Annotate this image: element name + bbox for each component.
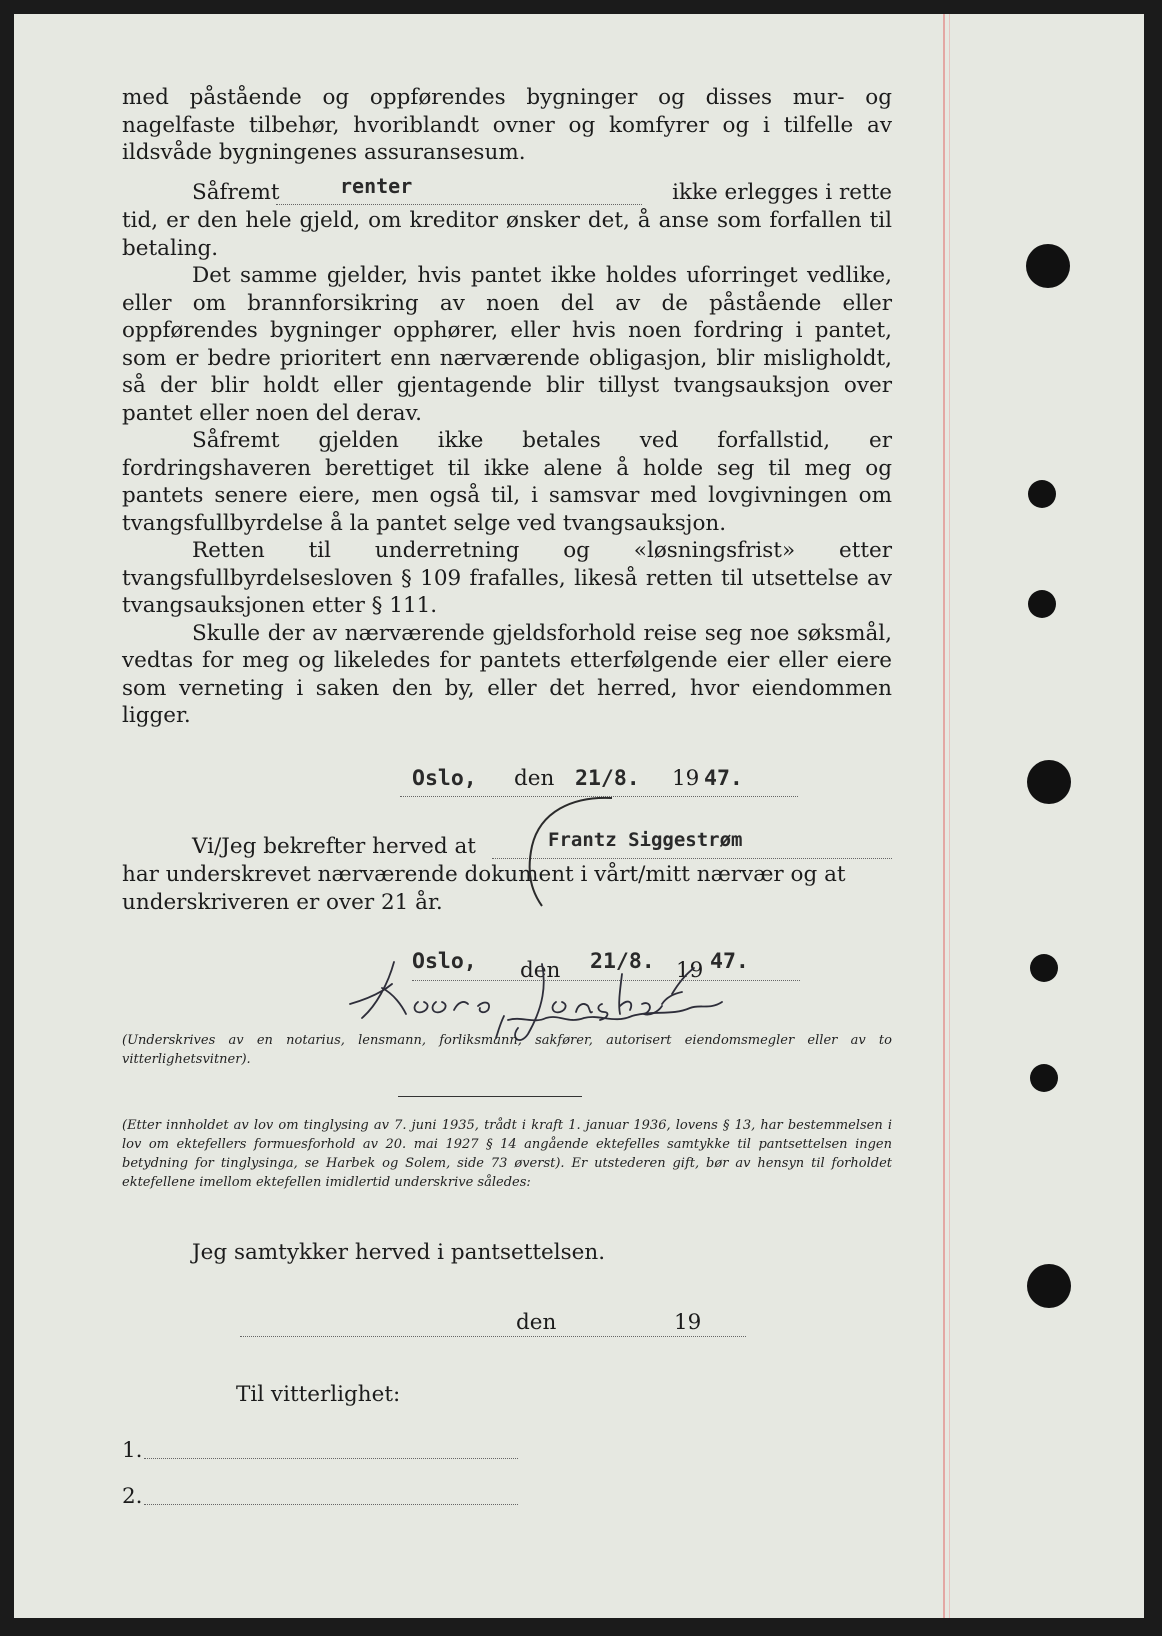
punch-hole — [1028, 480, 1056, 508]
consent-den: den — [516, 1310, 557, 1335]
paragraph-3: Såfremt gjelden ikke betales ved forfallstid, er fordringshaveren berettiget til ikke alene å holde seg til meg og pantets senere eiere, men også til, i samsvar med lovgivningen om tvangsfullbyrdelse å la pantet selge ved tvangsauksjon. — [122, 428, 892, 536]
paragraph-2: Det samme gjelder, hvis pantet ikke holdes uforringet vedlike, eller om brannforsikring av noen del av de påstående eller oppførendes bygninger opphører, eller hvis noen fordring i pantet, som er bedre prioritert enn nærværende obligasjon, blir misligholdt, så der blir holdt eller gjentagende blir tillyst tvangsauksjon over pantet eller noen del derav. — [122, 263, 892, 426]
confirm-line-2: har underskrevet nærværende dokument i vårt/mitt nærvær og at — [122, 862, 846, 887]
note-tinglysing: (Etter innholdet av lov om tinglysing av 7. juni 1935, trådt i kraft 1. januar 1936, lovens § 13, har bestemmelsen i lov om ektefellers formuesforhold av 20. mai 1927 § 14 angående ektefelles samtykke til pantsettelsen ingen betydning for tinglysinga, se Harbek og Solem, side 73 øverst). Er utstederen gift, bør av hensyn til forholdet ektefellene imellom ektefellen imidlertid underskrive således: — [122, 1118, 892, 1190]
consent-text: Jeg samtykker herved i pantsettelsen. — [192, 1240, 606, 1265]
date2-date: 21/8. — [590, 949, 655, 974]
main-text — [122, 84, 892, 167]
document-page — [14, 14, 1144, 1618]
punch-hole — [1027, 760, 1071, 804]
p1-prefix: Såfremt — [192, 180, 280, 205]
date1-place: Oslo, — [412, 766, 477, 791]
punch-hole — [1027, 1264, 1071, 1308]
p1-suffix: ikke erlegges i rette — [672, 180, 892, 205]
confirm-name: Frantz Siggestrøm — [548, 829, 743, 851]
margin-line-thin — [949, 14, 950, 1618]
witness-title: Til vitterlighet: — [236, 1382, 401, 1407]
witness-line-2 — [144, 1504, 518, 1505]
punch-hole — [1030, 1064, 1058, 1092]
date1-year: 47. — [704, 766, 743, 791]
consent-date-line — [240, 1336, 746, 1337]
witness-line-1 — [144, 1458, 518, 1459]
punch-hole — [1026, 244, 1070, 288]
date2-century: 19 — [676, 958, 704, 983]
paragraph-5: Skulle der av nærværende gjeldsforhold reise seg noe søksmål, vedtas for meg og likeledes for pantets etterfølgende eier eller eiere som verneting i saken den by, eller det herred, hvor eiendommen ligger. — [122, 620, 892, 728]
consent-century: 19 — [674, 1310, 702, 1335]
witness-number-2: 2. — [122, 1484, 143, 1509]
date1-date: 21/8. — [575, 766, 640, 791]
paragraph-4: Retten til underretning og «løsningsfrist» etter tvangsfullbyrdelsesloven § 109 frafalles, likeså retten til utsettelse av tvangsauksjonen etter § 111. — [122, 538, 892, 618]
date2-den: den — [520, 958, 561, 983]
witness-number-1: 1. — [122, 1438, 143, 1463]
date1-den: den — [514, 766, 555, 791]
margin-line — [943, 14, 945, 1618]
paragraph-1-rest: tid, er den hele gjeld, om kreditor ønsker det, å anse som forfallen til betaling. — [122, 208, 892, 261]
note-underskrives: (Underskrives av en notarius, lensmann, forliksmann, sakfører, autorisert eiendomsmegler eller av to vitterlighetsvitner). — [122, 1033, 892, 1067]
date2-place: Oslo, — [412, 949, 477, 974]
punch-hole — [1030, 954, 1058, 982]
confirm-line-3: underskriveren er over 21 år. — [122, 890, 443, 915]
fill-line — [276, 204, 642, 205]
bracket-mark — [512, 794, 622, 914]
paragraph-0: med påstående og oppførendes bygninger og disses mur- og nagelfaste tilbehør, hvoriblandt ovner og komfyrer og i tilfelle av ildsvåde bygningenes assuransesum. — [122, 85, 892, 165]
punch-hole — [1028, 590, 1056, 618]
main-text-2 — [122, 207, 892, 730]
confirm-prefix: Vi/Jeg bekrefter herved at — [192, 834, 476, 859]
signature-rule — [398, 1096, 582, 1097]
date2-year: 47. — [710, 949, 749, 974]
date1-century: 19 — [672, 766, 700, 791]
typed-renter: renter — [340, 174, 413, 198]
